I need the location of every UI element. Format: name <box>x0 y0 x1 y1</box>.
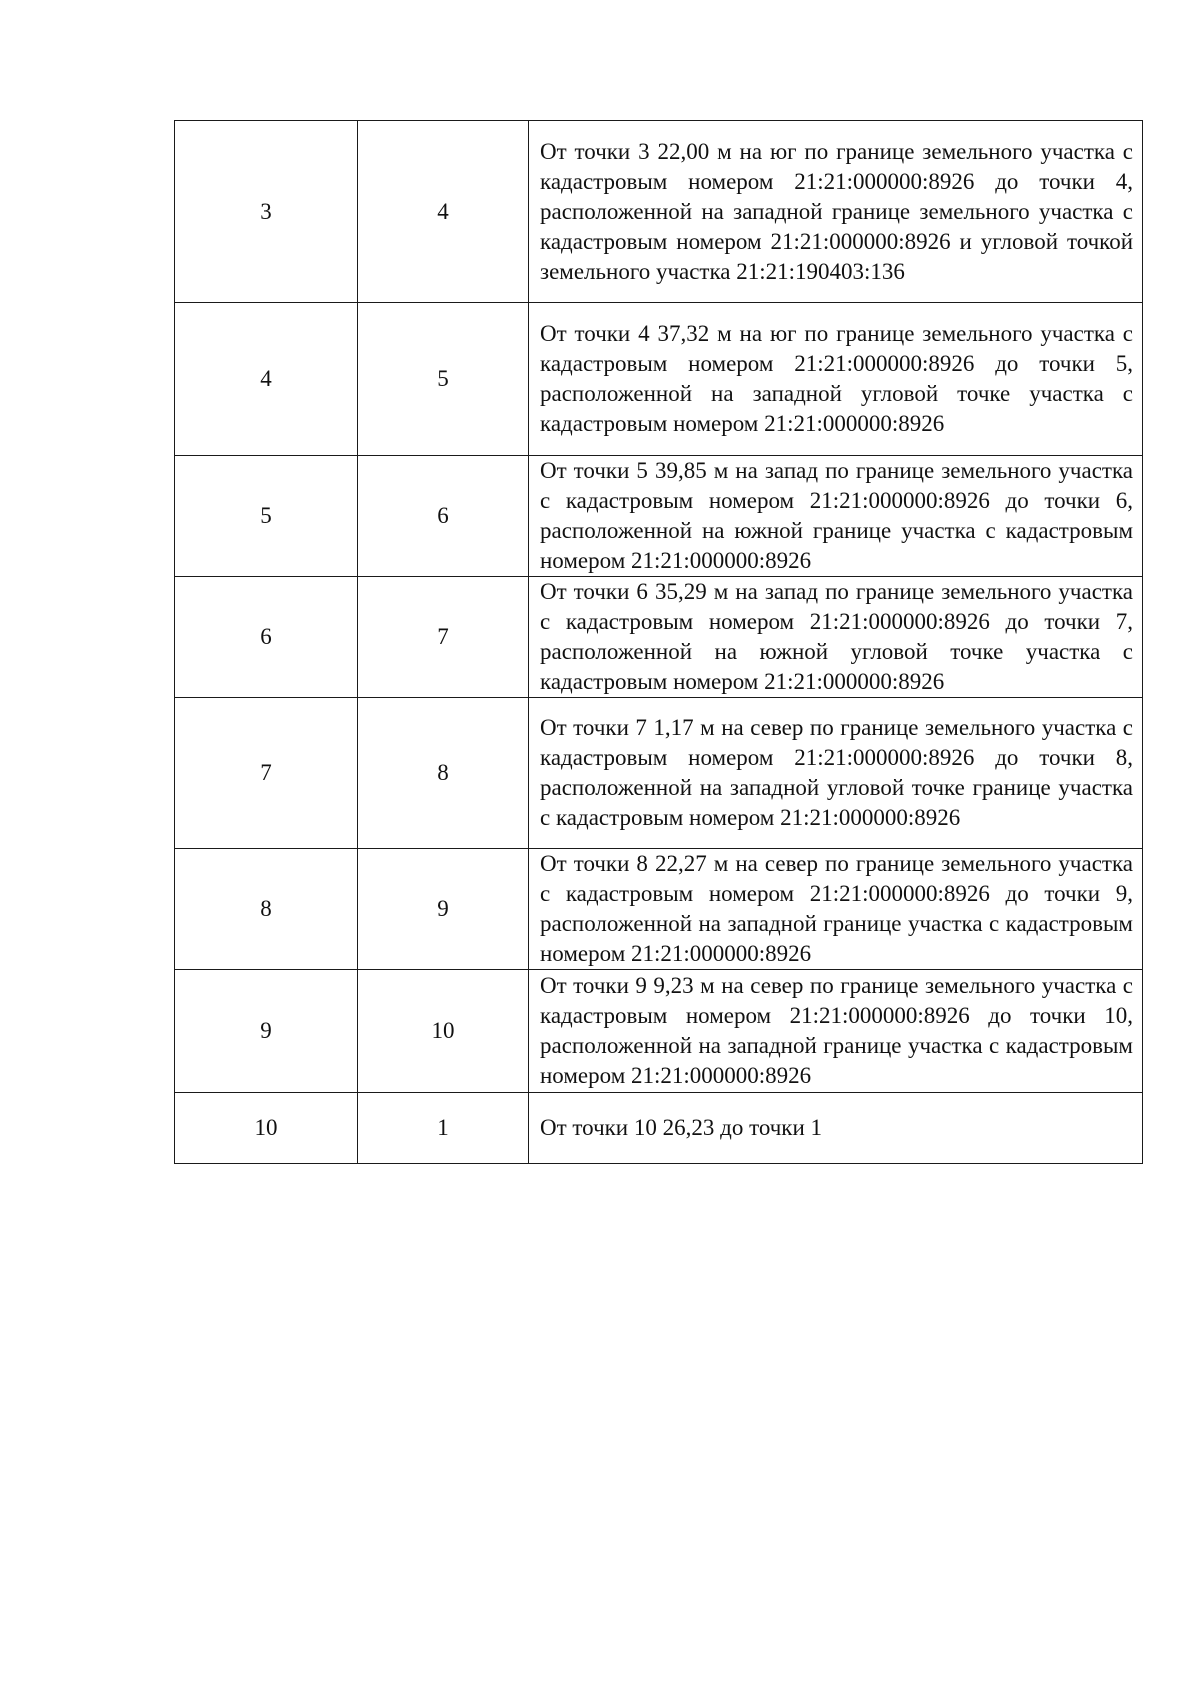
from-point-cell: 10 <box>175 1093 358 1164</box>
table-row <box>175 456 1143 577</box>
to-point-cell: 6 <box>358 456 529 577</box>
description-cell: От точки 10 26,23 до точки 1 <box>529 1093 1143 1164</box>
table-row <box>175 121 1143 303</box>
from-point-cell: 3 <box>175 121 358 303</box>
from-point-cell: 8 <box>175 849 358 970</box>
table-row <box>175 577 1143 698</box>
to-point-cell: 4 <box>358 121 529 303</box>
to-point-cell: 10 <box>358 970 529 1093</box>
from-point-cell: 5 <box>175 456 358 577</box>
to-point-cell: 1 <box>358 1093 529 1164</box>
to-point-cell: 7 <box>358 577 529 698</box>
description-cell: От точки 5 39,85 м на запад по границе земельного участка с кадастровым номером 21:21:000000:8926 до точки 6, расположенной на южной границе участка с кадастровым номером 21:21:000000:8926 <box>529 456 1143 577</box>
from-point-cell: 9 <box>175 970 358 1093</box>
description-cell: От точки 6 35,29 м на запад по границе земельного участка с кадастровым номером 21:21:000000:8926 до точки 7, расположенной на южной угловой точке участка с кадастровым номером 21:21:000000:8926 <box>529 577 1143 698</box>
boundary-description-table <box>174 120 1143 1164</box>
description-cell: От точки 9 9,23 м на север по границе земельного участка с кадастровым номером 21:21:000000:8926 до точки 10, расположенной на западной границе участка с кадастровым номером 21:21:000000:8926 <box>529 970 1143 1093</box>
table-row <box>175 970 1143 1093</box>
description-cell: От точки 8 22,27 м на север по границе земельного участка с кадастровым номером 21:21:000000:8926 до точки 9, расположенной на западной границе участка с кадастровым номером 21:21:000000:8926 <box>529 849 1143 970</box>
description-cell: От точки 3 22,00 м на юг по границе земельного участка с кадастровым номером 21:21:000000:8926 до точки 4, расположенной на западной границе земельного участка с кадастровым номером 21:21:000000:8926 и угловой точкой земельного участка 21:21:190403:136 <box>529 121 1143 303</box>
to-point-cell: 8 <box>358 698 529 849</box>
description-cell: От точки 4 37,32 м на юг по границе земельного участка с кадастровым номером 21:21:000000:8926 до точки 5, расположенной на западной угловой точке участка с кадастровым номером 21:21:000000:8926 <box>529 303 1143 456</box>
to-point-cell: 9 <box>358 849 529 970</box>
table-row <box>175 303 1143 456</box>
description-cell: От точки 7 1,17 м на север по границе земельного участка с кадастровым номером 21:21:000000:8926 до точки 8, расположенной на западной угловой точке границе участка с кадастровым номером 21:21:000000:8926 <box>529 698 1143 849</box>
table-row <box>175 849 1143 970</box>
table-row <box>175 1093 1143 1164</box>
from-point-cell: 7 <box>175 698 358 849</box>
to-point-cell: 5 <box>358 303 529 456</box>
from-point-cell: 6 <box>175 577 358 698</box>
from-point-cell: 4 <box>175 303 358 456</box>
table-row <box>175 698 1143 849</box>
